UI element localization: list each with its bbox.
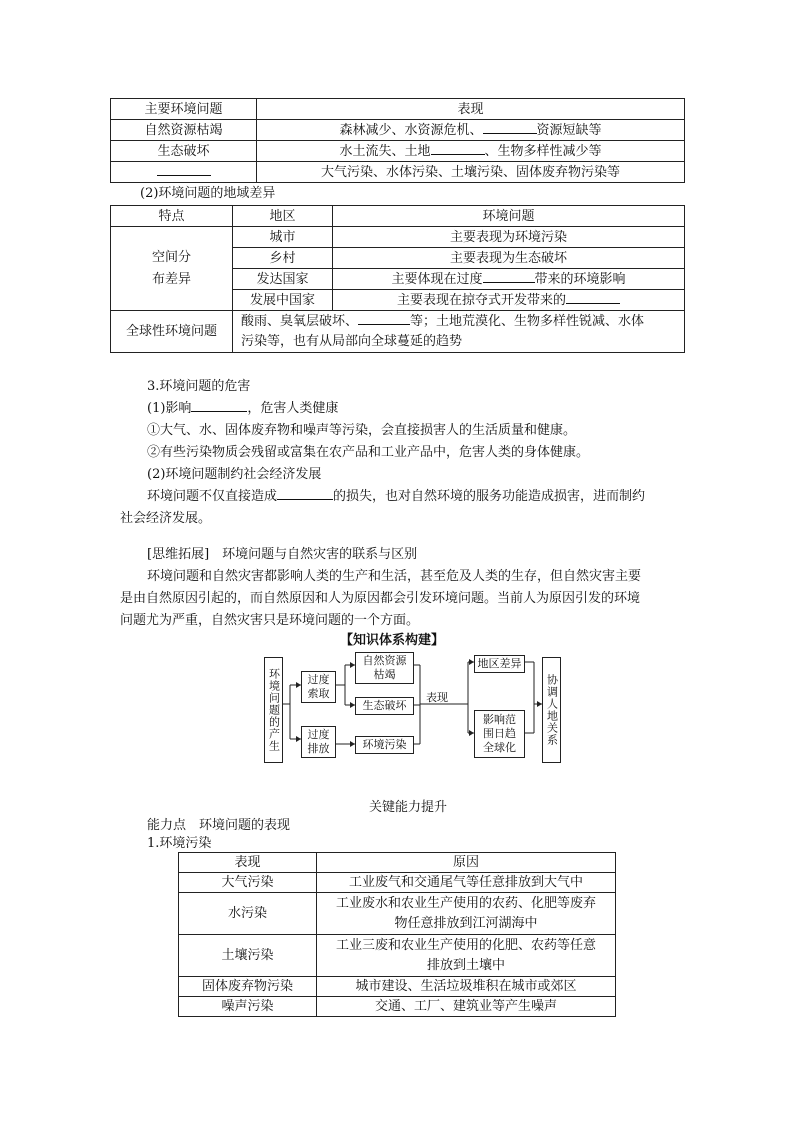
section-heading: (2)环境问题的地域差异 xyxy=(140,186,276,201)
cause-cell: 工业废水和农业生产使用的农药、化肥等废弃 物任意排放到江河湖海中 xyxy=(317,893,616,935)
table-row xyxy=(179,935,616,977)
harmony-box: 协调人地关系 xyxy=(542,657,561,763)
section-heading: 1.环境污染 xyxy=(147,836,212,851)
table-header-row xyxy=(179,853,616,873)
text-line: (1)影响 ，危害人类健康 xyxy=(147,401,339,416)
table-header-cell: 主要环境问题 xyxy=(111,99,257,120)
type-cell: 大气污染 xyxy=(179,873,317,893)
table-row xyxy=(179,977,616,997)
globalization-box: 影响范 围日趋 全球化 xyxy=(474,710,525,758)
table-header-cell: 环境问题 xyxy=(333,206,685,227)
pollution-box: 环境污染 xyxy=(355,736,414,754)
feature-cell: 全球性环境问题 xyxy=(111,311,233,353)
problem-cell: 主要表现为环境污染 xyxy=(333,227,685,248)
text-line: ②有些污染物质会残留或富集在农产品和工业产品中，危害人类的身体健康。 xyxy=(147,445,590,460)
origin-box: 环境问题的产生 xyxy=(264,657,283,763)
table-header-cell: 特点 xyxy=(111,206,233,227)
manifest-cell: 水土流失、土地 、生物多样性减少等 xyxy=(257,141,685,162)
section-heading: 关键能力提升 xyxy=(369,800,448,815)
section-heading: 3.环境问题的危害 xyxy=(147,379,251,394)
problem-cell: 主要表现在掠夺式开发带来的 xyxy=(333,290,685,311)
section-heading: 能力点 环境问题的表现 xyxy=(147,818,291,833)
text-line: 环境问题不仅直接造成 的损失，也对自然环境的服务功能造成损害，进而制约 xyxy=(147,489,646,504)
pollution-table xyxy=(178,852,616,1017)
table-header-cell: 地区 xyxy=(233,206,333,227)
issue-cell: 生态破坏 xyxy=(111,141,257,162)
resource-depletion-box: 自然资源 枯竭 xyxy=(355,652,414,684)
section-heading: [思维拓展] 环境问题与自然灾害的联系与区别 xyxy=(147,547,418,562)
problem-cell: 主要体现在过度 带来的环境影响 xyxy=(333,269,685,290)
eco-damage-box: 生态破坏 xyxy=(355,697,414,715)
text-line: ①大气、水、固体废弃物和噪声等污染，会直接损害人的生活质量和健康。 xyxy=(147,423,577,438)
text-line: 是由自然原因引起的，而自然原因和人为原因都会引发环境问题。当前人为原因引发的环境 xyxy=(120,591,641,606)
text-line: 社会经济发展。 xyxy=(120,511,212,526)
regional-difference-box: 地区差异 xyxy=(474,655,525,673)
problem-cell: 主要表现为生态破坏 xyxy=(333,248,685,269)
type-cell: 噪声污染 xyxy=(179,997,317,1017)
text-line: 问题尤为严重，自然灾害只是环境问题的一个方面。 xyxy=(120,613,420,628)
diagram-title: 【知识体系构建】 xyxy=(340,633,445,648)
over-extraction-box: 过度 索取 xyxy=(301,671,336,703)
region-cell: 乡村 xyxy=(233,248,333,269)
issue-cell: 自然资源枯竭 xyxy=(111,120,257,141)
text-line: 环境问题和自然灾害都影响人类的生产和生活，甚至危及人类的生存，但自然灾害主要 xyxy=(147,569,642,584)
table-row xyxy=(179,893,616,935)
cause-cell: 工业三废和农业生产使用的化肥、农药等任意 排放到土壤中 xyxy=(317,935,616,977)
cause-cell: 交通、工厂、建筑业等产生噪声 xyxy=(317,997,616,1017)
manifest-cell: 森林减少、水资源危机、 资源短缺等 xyxy=(257,120,685,141)
feature-cell: 空间分 布差异 xyxy=(111,227,233,311)
text-line: (2)环境问题制约社会经济发展 xyxy=(147,467,322,482)
table-header-cell: 表现 xyxy=(179,853,317,873)
manifest-cell: 大气污染、水体污染、土壤污染、固体废弃物污染等 xyxy=(257,162,685,183)
cause-cell: 城市建设、生活垃圾堆积在城市或郊区 xyxy=(317,977,616,997)
table-row xyxy=(179,873,616,893)
region-cell: 发展中国家 xyxy=(233,290,333,311)
cause-cell: 工业废气和交通尾气等任意排放到大气中 xyxy=(317,873,616,893)
type-cell: 土壤污染 xyxy=(179,935,317,977)
table-header-cell: 表现 xyxy=(257,99,685,120)
manifest-label: 表现 xyxy=(426,691,448,704)
table-row xyxy=(179,997,616,1017)
table-header-cell: 原因 xyxy=(317,853,616,873)
region-cell: 城市 xyxy=(233,227,333,248)
region-cell: 发达国家 xyxy=(233,269,333,290)
type-cell: 固体废弃物污染 xyxy=(179,977,317,997)
type-cell: 水污染 xyxy=(179,893,317,935)
over-emission-box: 过度 排放 xyxy=(301,726,336,758)
problem-cell: 酸雨、臭氧层破坏、 等；土地荒漠化、生物多样性锐减、水体 污染等，也有从局部向全球蔓延的趋势 xyxy=(233,311,685,353)
